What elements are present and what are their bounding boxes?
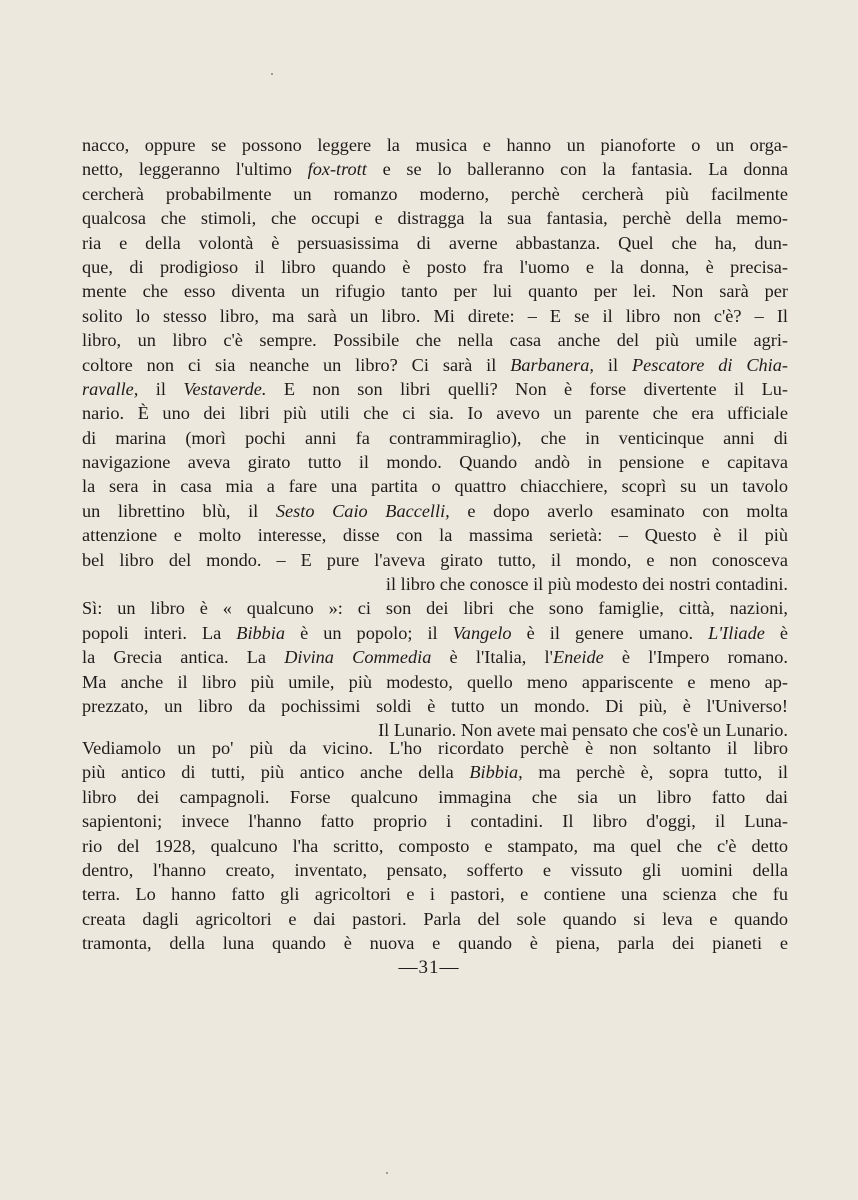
- text-line: netto, leggeranno l'ultimo fox-trott e se lo balleranno con la fantasia. La donna: [82, 159, 788, 180]
- text-line: qualcosa che stimoli, che occupi e distragga la sua fantasia, perchè della memo-: [82, 208, 788, 229]
- text-line: la sera in casa mia a fare una partita o quattro chiacchiere, scoprì su un tavolo: [82, 476, 788, 497]
- text-line: bel libro del mondo. – E pure l'aveva girato tutto, il mondo, e non conosceva: [82, 549, 788, 570]
- text-line: la Grecia antica. La Divina Commedia è l'Italia, l'Eneide è l'Impero romano.: [82, 647, 788, 668]
- text-line: dentro, l'hanno creato, inventato, pensato, sofferto e vissuto gli uomini della: [82, 859, 788, 880]
- text-line: navigazione aveva girato tutto il mondo. Quando andò in pensione e capitava: [82, 452, 788, 473]
- text-line: creata dagli agricoltori e dai pastori. Parla del sole quando si leva e quando: [82, 908, 788, 929]
- text-line: libro dei campagnoli. Forse qualcuno immagina che sia un libro fatto dai: [82, 786, 788, 807]
- text-line: tramonta, della luna quando è nuova e quando è piena, parla dei pianeti e: [82, 933, 788, 954]
- text-line: solito lo stesso libro, ma sarà un libro. Mi direte: – E se il libro non c'è? – Il: [82, 305, 788, 326]
- text-line: il libro che conosce il più modesto dei nostri contadini.: [385, 574, 788, 595]
- text-line: nario. È uno dei libri più utili che ci sia. Io avevo un parente che era ufficiale: [82, 403, 788, 424]
- text-line: attenzione e molto interesse, disse con la massima serietà: – Questo è il più: [82, 525, 788, 546]
- text-line: Ma anche il libro più umile, più modesto, quello meno appariscente e meno ap-: [82, 671, 788, 692]
- text-line: un librettino blù, il Sesto Caio Baccelli, e dopo averlo esaminato con molta: [82, 500, 788, 521]
- text-line: Sì: un libro è « qualcuno »: ci son dei libri che sono famiglie, città, nazioni,: [82, 598, 788, 619]
- text-line: prezzato, un libro da pochissimi soldi è tutto un mondo. Di più, è l'Universo!: [82, 695, 788, 716]
- text-line: di marina (morì pochi anni fa contrammiraglio), che in venticinque anni di: [82, 427, 788, 448]
- text-line: terra. Lo hanno fatto gli agricoltori e i pastori, e contiene una scienza che fu: [82, 884, 788, 905]
- text-line: Vediamolo un po' più da vicino. L'ho ricordato perchè è non soltanto il libro: [82, 738, 788, 758]
- paragraph-2: [82, 736, 788, 956]
- text-line: ravalle, il Vestaverde. E non son libri quelli? Non è forse divertente il Lu-: [82, 378, 788, 399]
- text-line: rio del 1928, qualcuno l'ha scritto, composto e stampato, ma quel che c'è detto: [82, 835, 788, 856]
- text-line: sapientoni; invece l'hanno fatto proprio i contadini. Il libro d'oggi, il Luna-: [82, 811, 788, 832]
- text-line: popoli interi. La Bibbia è un popolo; il Vangelo è il genere umano. L'Iliade è: [82, 622, 788, 643]
- paragraph-1: [82, 133, 788, 743]
- page-number: —31—: [398, 957, 460, 978]
- text-line: libro, un libro c'è sempre. Possibile che nella casa anche del più umile agri-: [82, 330, 788, 351]
- text-line: Il Lunario. Non avete mai pensato che cos'è un Lunario.: [378, 720, 788, 741]
- text-line: que, di prodigioso il libro quando è posto fra l'uomo e la donna, è precisa-: [82, 256, 788, 277]
- text-line: ria e della volontà è persuasissima di averne abbastanza. Quel che ha, dun-: [82, 232, 788, 253]
- paper-speck: [386, 1172, 388, 1174]
- text-line: cercherà probabilmente un romanzo moderno, perchè cercherà più facilmente: [82, 183, 788, 204]
- text-line: più antico di tutti, più antico anche della Bibbia, ma perchè è, sopra tutto, il: [82, 762, 788, 783]
- text-line: nacco, oppure se possono leggere la musica e hanno un pianoforte o un orga-: [82, 135, 788, 155]
- paper-speck: [271, 73, 273, 75]
- text-line: mente che esso diventa un rifugio tanto per lui quanto per lei. Non sarà per: [82, 281, 788, 302]
- text-line: coltore non ci sia neanche un libro? Ci sarà il Barbanera, il Pescatore di Chia-: [82, 354, 788, 375]
